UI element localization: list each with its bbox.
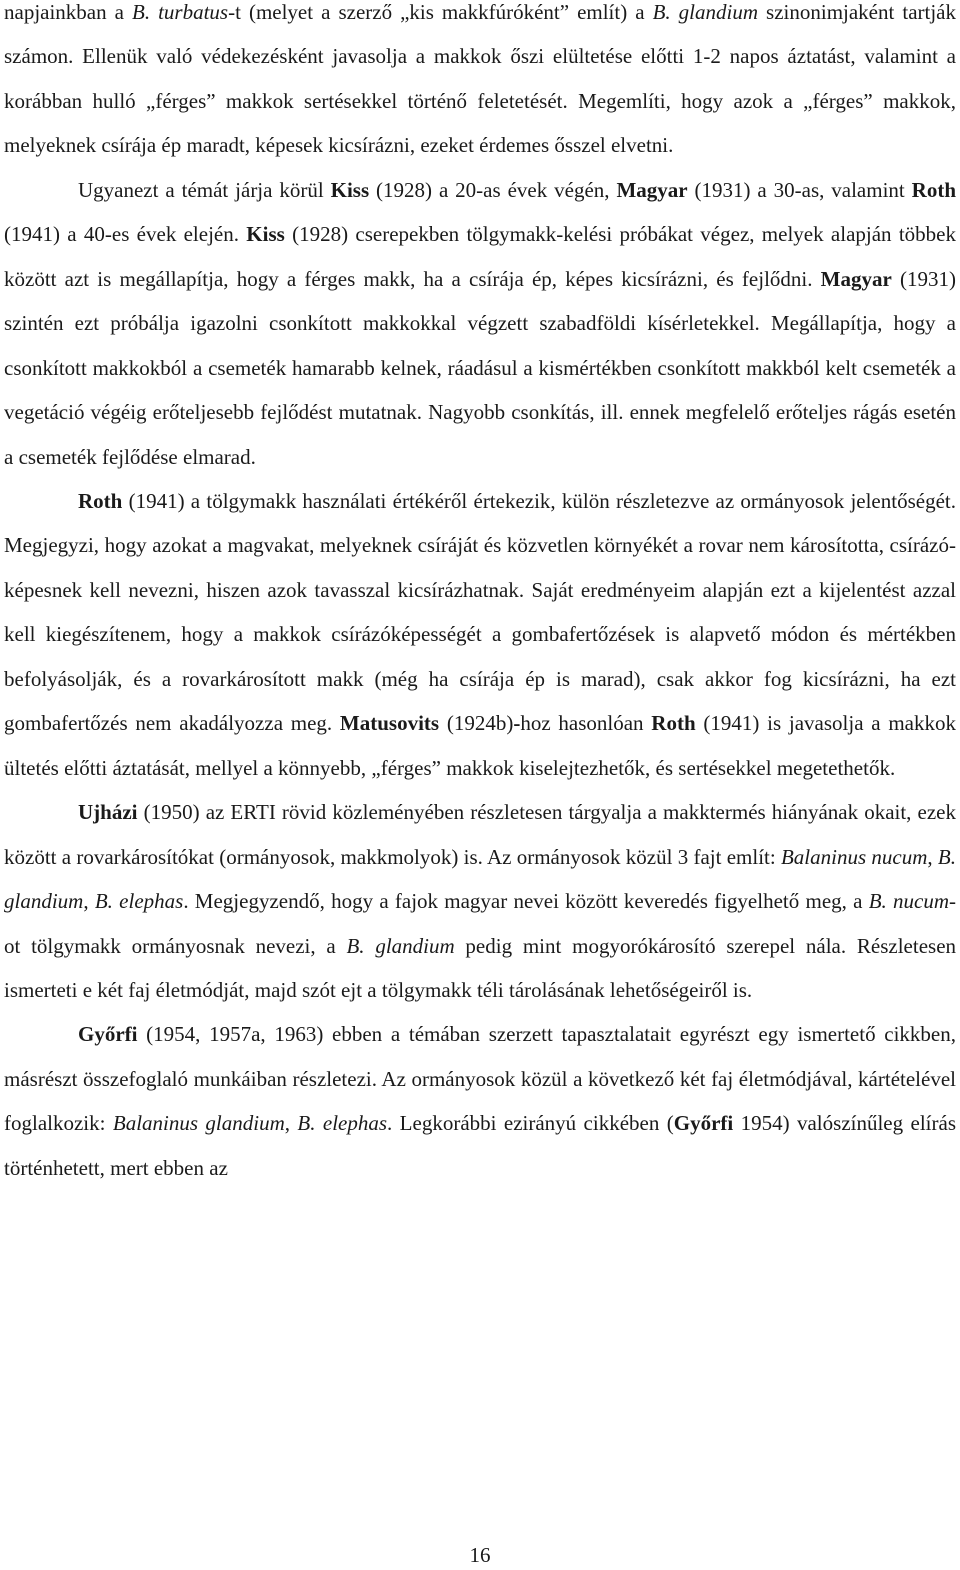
text-run: pedig mint mogyorókárosító szerepel nála. Részletesen ismerteti e két faj életmódját, majd szót ejt a tölgymakk téli tárolásának lehetőségeiről is. <box>4 933 957 1002</box>
species-name: B. glandium <box>652 0 759 24</box>
text-run: (1931) szintén ezt próbálja igazolni csonkított makkokkal végzett szabadföldi kísérletekkel. Megállapítja, hogy a csonkított makkokból a csemeték hamarabb kelnek, ráadásul a kismértékben csonkított makkból kelt csemeték a vegetáció végéig erőteljesebb fejlődést mutatnak. Nagyobb csonkítás, ill. ennek megfelelő erőteljes rágás esetén a csemeték fejlődése elmarad. <box>4 266 956 469</box>
species-name: Balaninus nucum <box>780 844 928 869</box>
author-name: Matusovits <box>339 711 440 736</box>
author-name: Magyar <box>616 177 688 202</box>
author-name: Győrfi <box>78 1022 138 1047</box>
text-run: napjainkban a <box>4 0 132 24</box>
text-run: (1928) cserepekben tölgymakk-kelési próbákat végez, melyek alapján többek között azt is megállapítja, hogy a férges makk, ha a csírája ép, képes kicsírázni, és fejlődni. <box>4 222 956 291</box>
text-run: 1954) valószínűleg elírás történhetett, mert ebben az <box>4 1111 956 1180</box>
species-name: B. nucum <box>868 889 949 914</box>
text-run: . Legkorábbi ezirányú cikkében ( <box>387 1111 674 1136</box>
text-run: -ot tölgymakk ormányosnak nevezi, a <box>4 889 956 958</box>
text-run: -t (melyet a szerző „kis makkfúróként” említ) a <box>228 0 653 24</box>
text-run: (1941) a tölgymakk használati értékéről értekezik, külön részletezve az ormányosok jelentőségét. Megjegyzi, hogy azokat a magvakat, melyeknek csíráját és közvetlen környékét a rovar nem károsította, csírázó-képesnek kell nevezni, hiszen azok tavasszal kicsírázhatnak. Saját eredményeim alapján ezt a kijelentést azzal kell kiegészítenem, hogy a makkok csírázóképességét a gombafertőzések is alapvető módon és mértékben befolyásolják, és a rovarkárosított makk (még ha csírája ép is marad), csak akkor fog kicsírázni, ha ezt gombafertőzés nem akadályozza meg. <box>4 488 956 736</box>
paragraph <box>4 479 956 790</box>
text-run: (1941) is javasolja a makkok ültetés előtti áztatását, mellyel a könnyebb, „férges” makkok kiselejtezhetők, és sertésekkel megetethetők. <box>4 711 956 780</box>
text-run: (1928) a 20-as évek végén, <box>369 177 617 202</box>
author-name: Kiss <box>330 177 370 202</box>
paragraph <box>4 168 956 479</box>
text-run: hoz hasonlóan <box>520 711 652 736</box>
species-name: B. glandium <box>4 844 956 914</box>
species-name: B. elephas <box>297 1111 388 1136</box>
author-name: Roth <box>911 177 957 202</box>
text-run: . Megjegyzendő, hogy a fajok magyar nevei között keveredés figyelhető meg, a <box>183 889 869 914</box>
text-run: (1931) a 30-as, valamint <box>687 177 912 202</box>
text-run: , <box>927 844 938 869</box>
body-text <box>4 0 956 1190</box>
author-name: - <box>513 711 521 736</box>
page-number: 16 <box>469 1543 491 1567</box>
text-run: (1950) az ERTI rövid közleményében részletesen tárgyalja a makktermés hiányának okait, ezek között a rovarkárosítókat (ormányosok, makkmolyok) is. Az ormányosok közül 3 fajt említ: <box>4 800 956 869</box>
text-run: szinonimjaként tartják számon. Ellenük való védekezésként javasolja a makkok őszi elültetése előtti 1-2 napos áztatást, valamint a korábban hulló „férges” makkok sertésekkel történő feletetését. Megemlíti, hogy azok a „férges” makkok, melyeknek csírája ép maradt, képesek kicsírázni, ezeket érdemes ősszel elvetni. <box>4 0 956 158</box>
author-name: Kiss <box>246 222 285 247</box>
paragraph <box>4 1012 956 1190</box>
paragraph <box>4 790 956 1012</box>
species-name: B. glandium <box>346 933 455 958</box>
text-run: Ugyanezt a témát járja körül <box>78 177 331 202</box>
paragraph <box>4 0 956 168</box>
author-name: Győrfi <box>673 1111 734 1136</box>
text-run: , <box>284 1111 298 1136</box>
species-name: B. elephas <box>94 889 184 914</box>
author-name: Roth <box>78 488 123 513</box>
text-run: (1954, 1957a, 1963) ebben a témában szerzett tapasztalatait egyrészt egy ismertető cikkben, másrészt összefoglaló munkáiban részletezi. Az ormányosok közül a következő két faj életmódjával, kártételével foglalkozik: <box>4 1022 956 1136</box>
text-run: (1941) a 40-es évek elején. <box>4 222 247 247</box>
author-name: Magyar <box>820 266 892 291</box>
species-name: B. turbatus <box>132 0 229 24</box>
author-name: Ujházi <box>78 800 138 825</box>
text-run: (1924b) <box>439 711 514 736</box>
author-name: Roth <box>651 711 696 736</box>
text-run: , <box>83 889 95 914</box>
species-name: Balaninus glandium <box>112 1111 285 1136</box>
